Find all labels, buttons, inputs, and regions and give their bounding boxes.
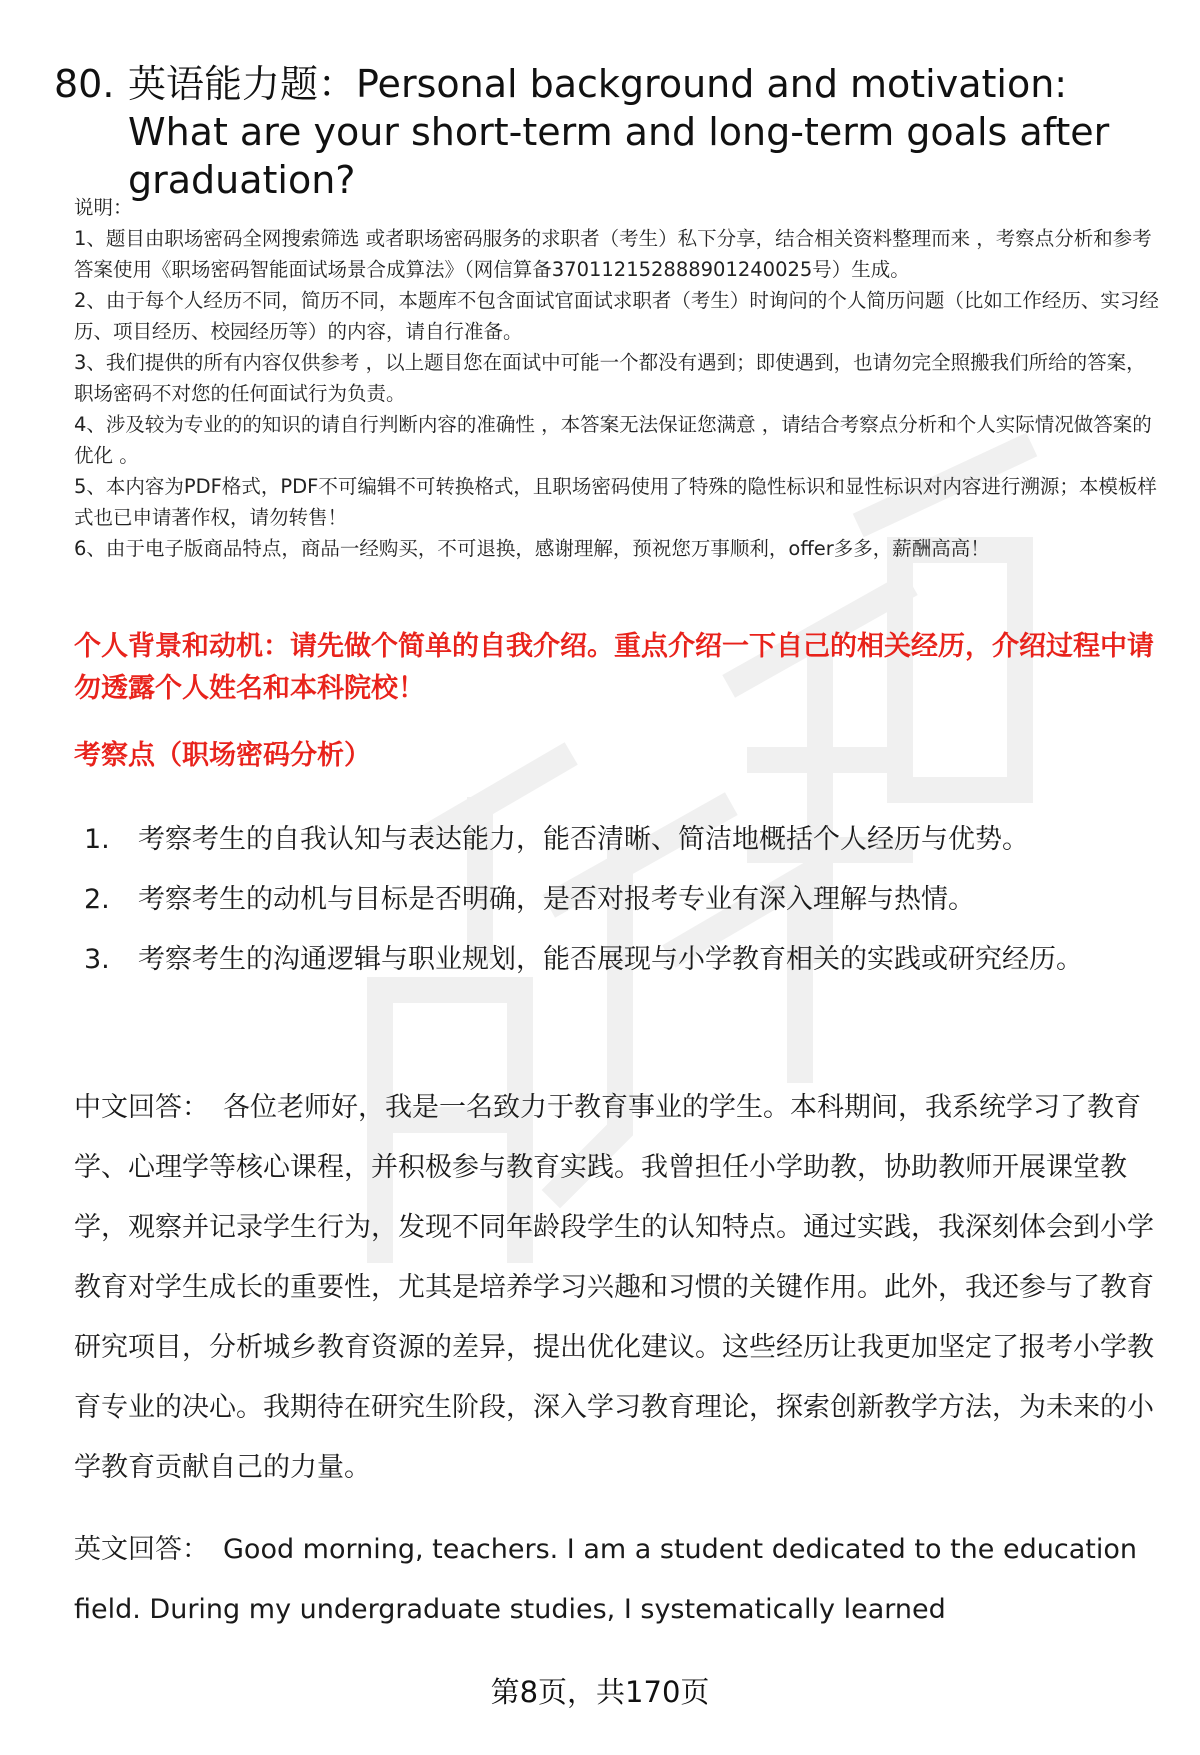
point-text: 考察考生的沟通逻辑与职业规划，能否展现与小学教育相关的实践或研究经历。 xyxy=(138,944,1083,975)
analysis-heading: 考察点（职场密码分析） xyxy=(74,740,371,771)
point-number: 2. xyxy=(84,884,110,915)
analysis-point xyxy=(74,930,1164,990)
note-item: 1、题目由职场密码全网搜索筛选 或者职场密码服务的求职者（考生）私下分享，结合相关资料整理而来 ，考察点分析和参考答案使用《职场密码智能面试场景合成算法》（网信算备370112152888901240025号）生成。 xyxy=(74,227,1152,281)
note-item: 5、本内容为PDF格式，PDF不可编辑不可转换格式，且职场密码使用了特殊的隐性标识和显性标识对内容进行溯源；本模板样式也已申请著作权，请勿转售！ xyxy=(74,475,1157,529)
english-answer-label: 英文回答： xyxy=(74,1534,209,1565)
page-footer: 第8页，共170页 xyxy=(490,1675,710,1709)
chinese-answer-label: 中文回答： xyxy=(74,1092,209,1123)
point-number: 1. xyxy=(84,824,110,855)
chinese-answer-text: 各位老师好，我是一名致力于教育事业的学生。本科期间，我系统学习了教育学、心理学等核心课程，并积极参与教育实践。我曾担任小学助教，协助教师开展课堂教学，观察并记录学生行为，发现不同年龄段学生的认知特点。通过实践，我深刻体会到小学教育对学生成长的重要性，尤其是培养学习兴趣和习惯的关键作用。此外，我还参与了教育研究项目，分析城乡教育资源的差异，提出优化建议。这些经历让我更加坚定了报考小学教育专业的决心。我期待在研究生阶段，深入学习教育理论，探索创新教学方法，为未来的小学教育贡献自己的力量。 xyxy=(74,1092,1154,1483)
question-title xyxy=(54,60,1164,204)
point-text: 考察考生的动机与目标是否明确，是否对报考专业有深入理解与热情。 xyxy=(138,884,975,915)
analysis-point xyxy=(74,810,1164,870)
english-answer-text: Good morning, teachers. I am a student dedicated to the education field. During my undergraduate studies, I systematically learned xyxy=(74,1534,1137,1625)
note-item: 3、我们提供的所有内容仅供参考 ，以上题目您在面试中可能一个都没有遇到；即使遇到，也请勿完全照搬我们所给的答案，职场密码不对您的任何面试行为负责。 xyxy=(74,351,1146,405)
notes-heading: 说明： xyxy=(74,196,133,219)
point-text: 考察考生的自我认知与表达能力，能否清晰、简洁地概括个人经历与优势。 xyxy=(138,824,1029,855)
prompt-heading: 个人背景和动机：请先做个简单的自我介绍。重点介绍一下自己的相关经历，介绍过程中请勿透露个人姓名和本科院校！ xyxy=(74,631,1154,704)
english-answer xyxy=(74,1520,1164,1640)
point-number: 3. xyxy=(84,944,110,975)
note-item: 2、由于每个人经历不同，简历不同，本题库不包含面试官面试求职者（考生）时询问的个人简历问题（比如工作经历、实习经历、项目经历、校园经历等）的内容，请自行准备。 xyxy=(74,289,1159,343)
notes-section xyxy=(74,192,1164,564)
note-item: 4、涉及较为专业的的知识的请自行判断内容的准确性 ，本答案无法保证您满意 ，请结合考察点分析和个人实际情况做答案的优化 。 xyxy=(74,413,1152,467)
analysis-points xyxy=(74,810,1164,990)
question-text: 英语能力题：Personal background and motivation: What are your short-term and long-term goals after graduation? xyxy=(128,62,1110,202)
question-number: 80. xyxy=(54,62,115,106)
note-item: 6、由于电子版商品特点，商品一经购买，不可退换，感谢理解，预祝您万事顺利，offer多多，薪酬高高！ xyxy=(74,537,990,560)
analysis-point xyxy=(74,870,1164,930)
chinese-answer xyxy=(74,1078,1164,1498)
